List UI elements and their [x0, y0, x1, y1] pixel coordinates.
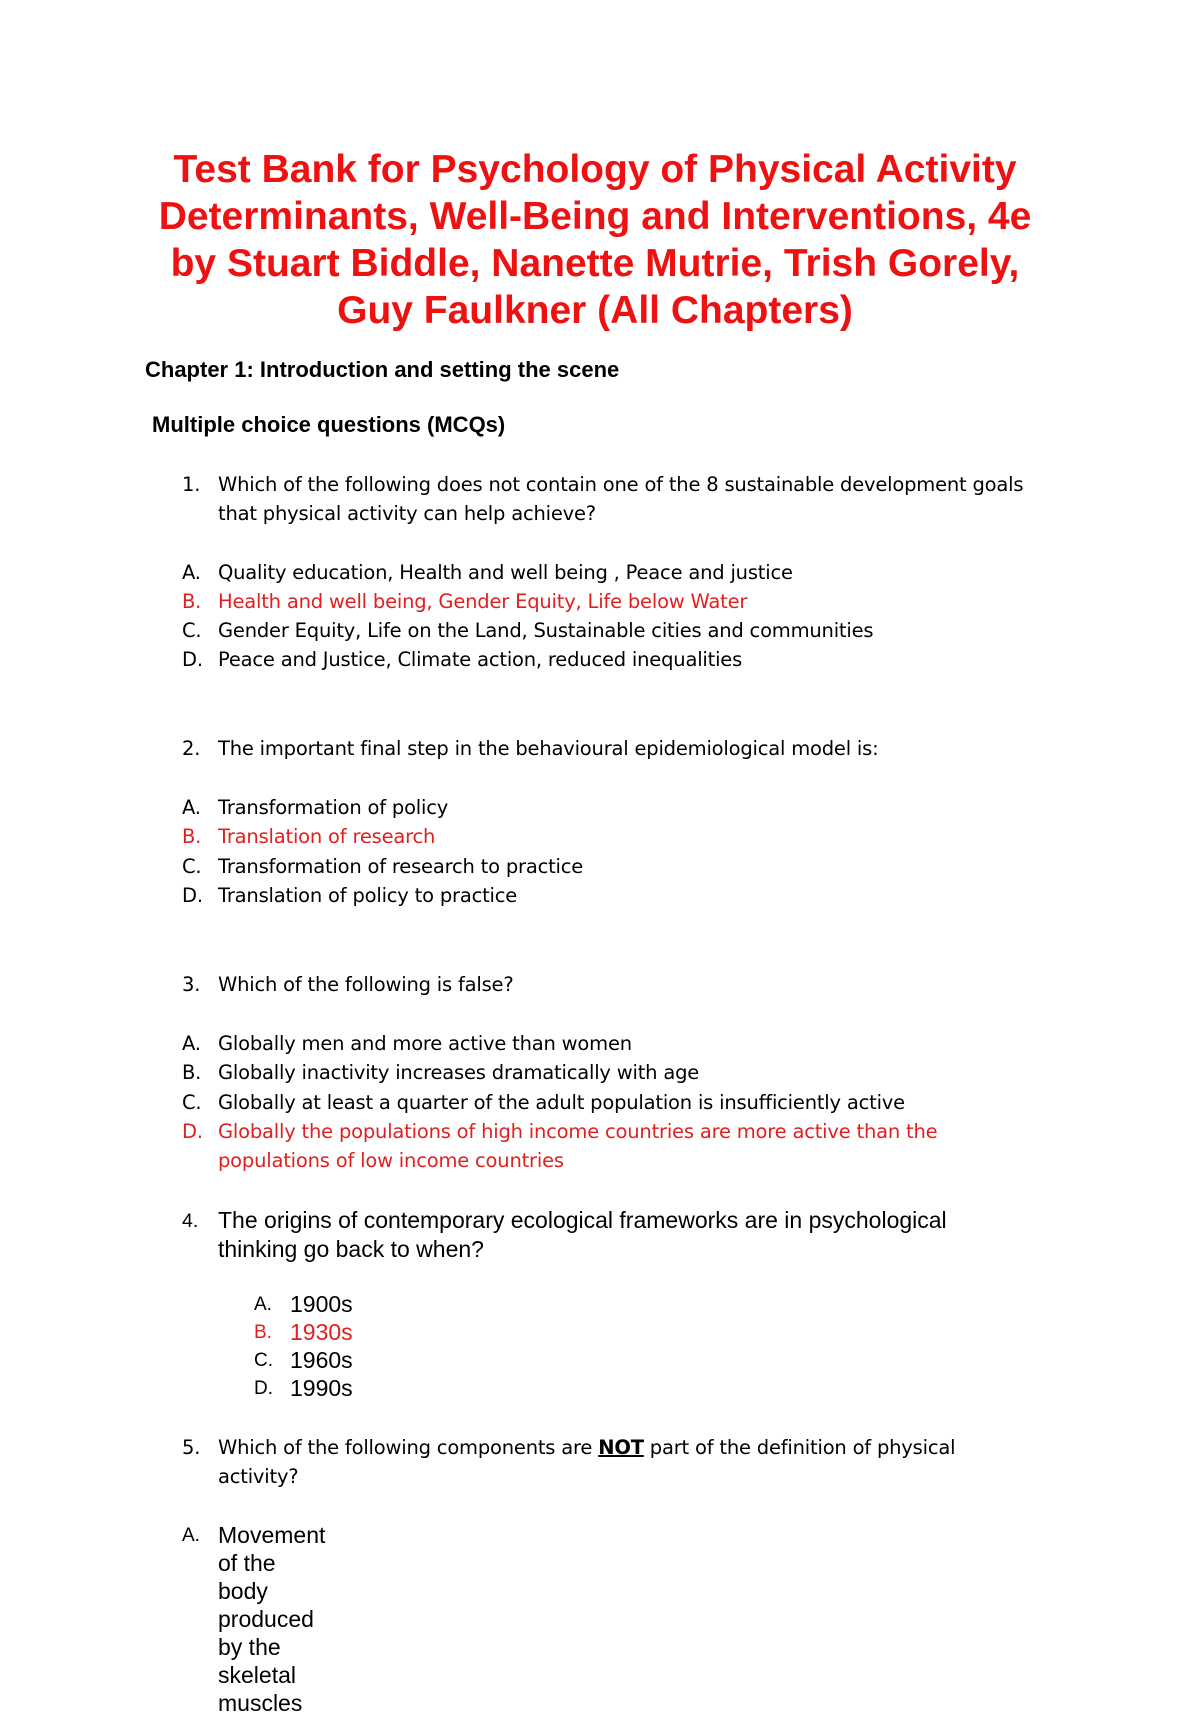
question-text: [218, 1433, 955, 1462]
option-letter: D.: [254, 1378, 273, 1399]
option-letter: B.: [182, 590, 202, 613]
option-letter: B.: [254, 1322, 272, 1343]
title-line: by Stuart Biddle, Nanette Mutrie, Trish Gorely,: [170, 242, 1020, 285]
question-text: Which of the following does not contain one of the 8 sustainable development goals: [218, 473, 1024, 496]
title-line: Determinants, Well-Being and Interventions, 4e: [158, 195, 1032, 238]
option-text: Health and well being, Gender Equity, Life below Water: [218, 590, 748, 613]
option-letter: C.: [182, 1091, 202, 1114]
chapter-heading: Chapter 1: Introduction and setting the scene: [145, 357, 620, 382]
option-text: Translation of policy to practice: [218, 884, 518, 907]
option-text: Globally at least a quarter of the adult population is insufficiently active: [218, 1091, 905, 1114]
option-text: 1900s: [290, 1291, 353, 1317]
question-text: thinking go back to when?: [218, 1236, 484, 1262]
option-text: 1990s: [290, 1375, 353, 1401]
option-text: Peace and Justice, Climate action, reduced inequalities: [218, 648, 743, 671]
option-text: Translation of research: [218, 825, 436, 848]
option-letter: C.: [182, 855, 202, 878]
option-text: 1930s: [290, 1319, 353, 1345]
title-line: Test Bank for Psychology of Physical Activity: [173, 148, 1017, 191]
option-letter: C.: [254, 1350, 273, 1371]
option-letter: A.: [182, 796, 201, 819]
option-letter: D.: [182, 884, 203, 907]
option-text: populations of low income countries: [218, 1149, 564, 1172]
option-letter: A.: [254, 1294, 272, 1315]
option-text: Movement of the body produced by the skeletal muscles: [218, 1522, 326, 1716]
option-letter: D.: [182, 1120, 203, 1143]
question-number: 4.: [182, 1210, 199, 1232]
option-letter: D.: [182, 648, 203, 671]
option-text: Globally the populations of high income countries are more active than the: [218, 1120, 938, 1143]
section-heading: Multiple choice questions (MCQs): [152, 412, 506, 437]
question-number: 2.: [182, 737, 201, 760]
question-text-part: Which of the following components are: [218, 1436, 599, 1459]
question-text: The important final step in the behavioural epidemiological model is:: [218, 737, 879, 760]
question-text: The origins of contemporary ecological frameworks are in psychological: [218, 1207, 947, 1233]
option-letter: A.: [182, 561, 201, 584]
option-text: Gender Equity, Life on the Land, Sustainable cities and communities: [218, 619, 874, 642]
option-text: Quality education, Health and well being , Peace and justice: [218, 561, 793, 584]
option-text: 1960s: [290, 1347, 353, 1373]
option-letter: A.: [182, 1525, 200, 1546]
question-number: 5.: [182, 1436, 201, 1459]
emphasis-not: NOT: [598, 1436, 644, 1459]
option-letter: B.: [182, 1061, 202, 1084]
question-number: 1.: [182, 473, 201, 496]
title-line: Guy Faulkner (All Chapters): [337, 289, 853, 332]
option-text: Transformation of research to practice: [218, 855, 584, 878]
question-text: activity?: [218, 1465, 299, 1488]
question-text-part: part of the definition of physical: [643, 1436, 956, 1459]
option-text: Transformation of policy: [218, 796, 449, 819]
document-title: [120, 146, 1070, 334]
option-text: Globally men and more active than women: [218, 1032, 632, 1055]
question-text: Which of the following is false?: [218, 973, 514, 996]
option-letter: C.: [182, 619, 202, 642]
option-letter: A.: [182, 1032, 201, 1055]
question-text: that physical activity can help achieve?: [218, 502, 596, 525]
option-text: Globally inactivity increases dramatically with age: [218, 1061, 700, 1084]
option-letter: B.: [182, 825, 202, 848]
question-number: 3.: [182, 973, 201, 996]
